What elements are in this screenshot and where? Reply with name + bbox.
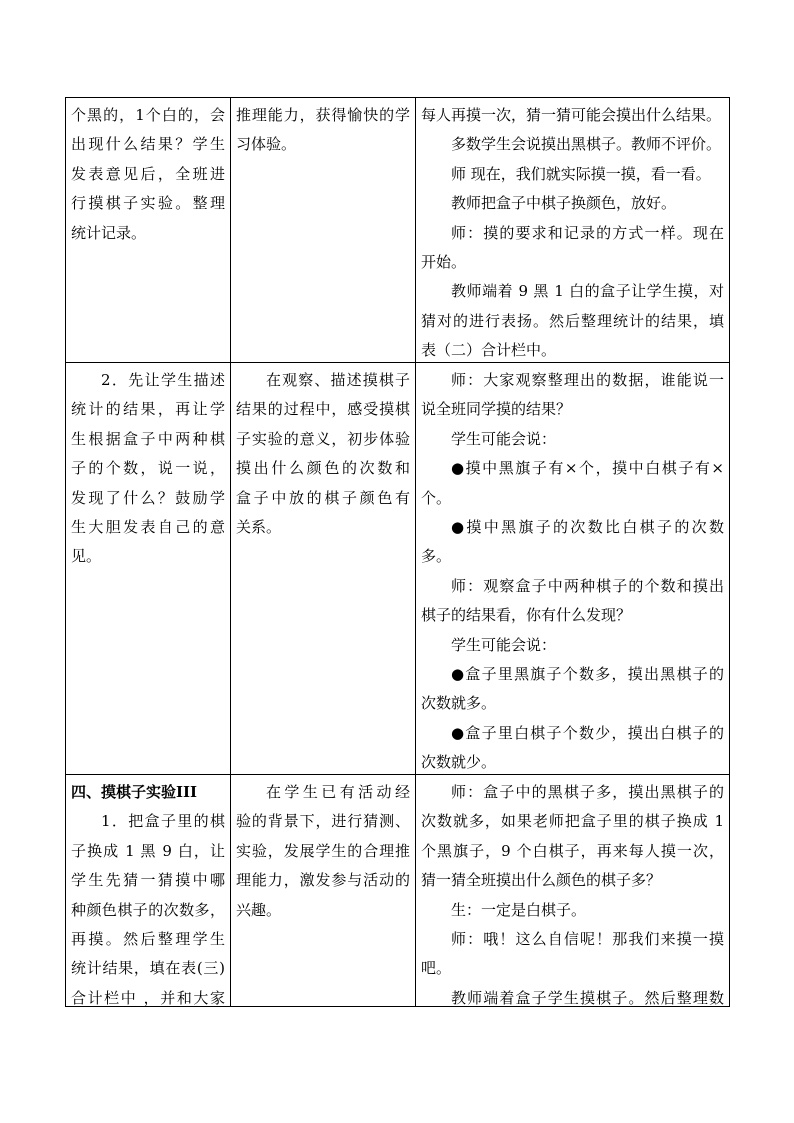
text-line: 子换成 1 黑 9 白，让 xyxy=(71,841,225,860)
text-line: 个黑旗子，9 个白棋子，再来每人摸一次， xyxy=(421,841,724,860)
text-line: 猜对的进行表扬。然后整理统计的结果，填 xyxy=(421,311,724,330)
text-line: 在学生已有活动经 xyxy=(266,783,410,801)
text-line: 2．先让学生描述 xyxy=(101,371,225,389)
text-line: 实验，发展学生的合理推 xyxy=(236,841,410,860)
text-line: 生大胆发表自己的意 xyxy=(71,517,225,536)
row2-activity-cell xyxy=(416,363,730,775)
text-line: 教师把盒子中棋子换颜色，放好。 xyxy=(451,194,677,213)
text-line: 子实验的意义，初步体验 xyxy=(236,429,410,448)
text-line: 猜一猜全班摸出什么颜色的棋子多？ xyxy=(421,871,662,890)
text-line: 师：盒子中的黑棋子多，摸出黑棋子的 xyxy=(451,783,724,801)
text-line: 学生先猜一猜摸中哪 xyxy=(71,871,225,890)
text-line: 在观察、描述摸棋子 xyxy=(266,371,410,389)
text-line: ●盒子里黑旗子个数多，摸出黑棋子的 xyxy=(451,664,724,683)
text-line: 统计结果，填在表(三) xyxy=(71,959,225,978)
text-line: 统计记录。 xyxy=(71,223,147,242)
text-line: 师：摸的要求和记录的方式一样。现在 xyxy=(451,223,724,242)
text-line: 开始。 xyxy=(421,252,467,271)
text-line: 1．把盒子里的棋 xyxy=(101,812,225,831)
text-line: 个黑的，1个白的，会 xyxy=(71,106,225,124)
text-line: 师：大家观察整理出的数据，谁能说一 xyxy=(451,371,724,389)
text-line: 发表意见后，全班进 xyxy=(71,164,225,183)
row3-intent-cell xyxy=(231,775,416,1007)
text-line: 推理能力，获得愉快的学 xyxy=(236,106,410,124)
row3-activity-cell xyxy=(416,775,730,1007)
text-line: ●摸中黑旗子有×个，摸中白棋子有× xyxy=(451,459,724,478)
row1-activity-cell xyxy=(416,98,730,363)
row1-intent-cell xyxy=(231,98,416,363)
text-line: 兴趣。 xyxy=(236,900,282,919)
text-line: ●盒子里白棋子个数少，摸出白棋子的 xyxy=(451,723,724,742)
row2-process-cell xyxy=(66,363,231,775)
section-heading: 四、摸棋子实验III xyxy=(71,783,198,801)
text-line: 摸出什么颜色的次数和 xyxy=(236,459,410,478)
text-line: 再摸。然后整理学生 xyxy=(71,929,225,948)
text-line: 关系。 xyxy=(236,517,282,536)
text-line: 合计栏中 ，并和大家 xyxy=(71,988,225,1007)
text-line: 习体验。 xyxy=(236,135,297,154)
text-line: 种颜色棋子的次数多， xyxy=(71,900,225,919)
text-line: 理能力，激发参与活动的 xyxy=(236,871,410,890)
text-line: 师：哦！这么自信呢！那我们来摸一摸 xyxy=(451,929,724,948)
text-line: 师 现在，我们就实际摸一摸，看一看。 xyxy=(451,164,711,183)
text-line: 棋子的结果看，你有什么发现？ xyxy=(421,606,632,625)
text-line: 发现了什么？鼓励学 xyxy=(71,488,225,507)
row2-intent-cell xyxy=(231,363,416,775)
text-line: 出现什么结果？学生 xyxy=(71,135,225,154)
text-line: 教师端着 9 黑 1 白的盒子让学生摸，对 xyxy=(451,282,724,301)
text-line: ●摸中黑旗子的次数比白棋子的次数 xyxy=(451,517,724,536)
text-line: 表（二）合计栏中。 xyxy=(421,341,557,360)
text-line: 结果的过程中，感受摸棋 xyxy=(236,400,410,419)
text-line: 吧。 xyxy=(421,959,452,978)
text-line: 验的背景下，进行猜测、 xyxy=(236,812,410,831)
text-line: 多数学生会说摸出黑棋子。教师不评价。 xyxy=(451,135,722,154)
text-line: 次数就少。 xyxy=(421,753,497,772)
text-line: 师：观察盒子中两种棋子的个数和摸出 xyxy=(451,576,724,595)
text-line: 盒子中放的棋子颜色有 xyxy=(236,488,410,507)
text-line: 多。 xyxy=(421,547,452,566)
text-line: 学生可能会说： xyxy=(451,429,557,448)
text-line: 教师端着盒子学生摸棋子。然后整理数 xyxy=(451,988,724,1007)
row1-process-cell xyxy=(66,98,231,363)
text-line: 说全班同学摸的结果？ xyxy=(421,400,572,419)
row3-process-cell xyxy=(66,775,231,1007)
text-line: 见。 xyxy=(71,547,102,566)
text-line: 次数就多，如果老师把盒子里的棋子换成 1 xyxy=(421,812,724,831)
text-line: 行摸棋子实验。整理 xyxy=(71,194,225,213)
text-line: 学生可能会说： xyxy=(451,635,557,654)
text-line: 子的个数，说一说， xyxy=(71,459,225,478)
text-line: 生根据盒子中两种棋 xyxy=(71,429,225,448)
text-line: 个。 xyxy=(421,488,452,507)
text-line: 次数就多。 xyxy=(421,694,497,713)
text-line: 生：一定是白棋子。 xyxy=(451,900,587,919)
lesson-plan-table xyxy=(65,97,730,1007)
text-line: 统计的结果，再让学 xyxy=(71,400,225,419)
text-line: 每人再摸一次，猜一猜可能会摸出什么结果。 xyxy=(421,106,722,124)
